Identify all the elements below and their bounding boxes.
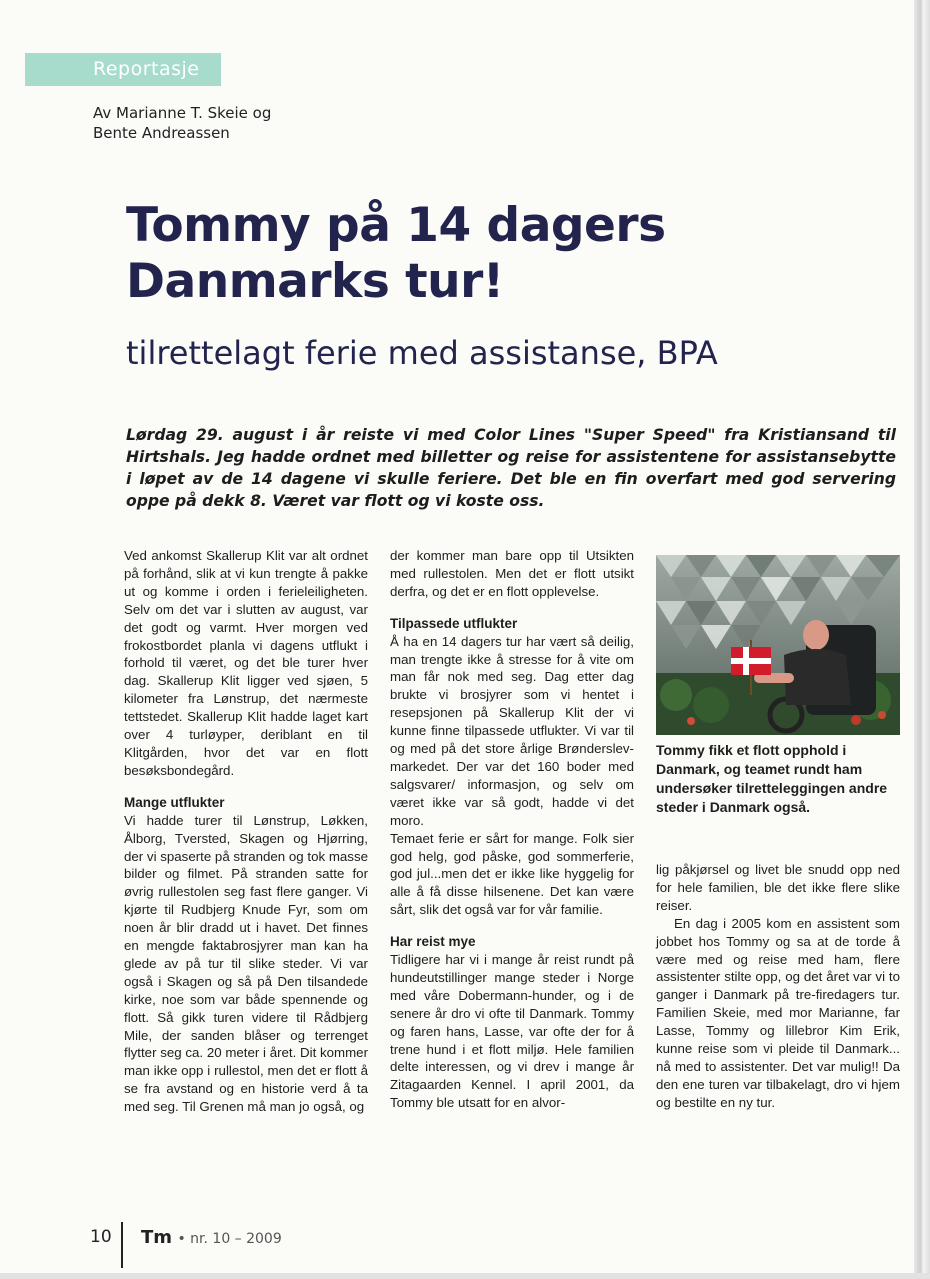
section-tag: Reportasje [25, 53, 221, 86]
byline-line-1: Av Marianne T. Skeie og [93, 104, 272, 122]
paragraph: der kommer man bare opp til Utsikten med rullestolen. Men det er flott utsikt derfra, og det er en flott opplevelse. [390, 548, 634, 599]
article-photo [656, 555, 900, 735]
section-heading: Har reist mye [390, 934, 476, 950]
footer-divider [121, 1222, 123, 1268]
magazine-logo: Tm [141, 1227, 173, 1248]
paragraph: Vi hadde turer til Lønstrup, Løkken, Ålborg, Tversted, Skagen og Hjørring, der vi spaserte på stranden og tok masse bilder og filmet. På stranden satte for øvrig rullestolen seg fast flere ganger. Vi kjørte til Rudbjerg Knude Fyr, som om noen år blir dradd ut i havet. Det finnes en mengde faktabrosjyrer man kan ha glede av på tur til slike steder. Vi var også i Skagen og så på Den tilsandede kirke, noe som var både spennende og flott. Så gikk turen videre til Rådbjerg Mile, der sanden blåser og terrenget flytter seg ca. 20 meter i året. Dit kommer man ikke opp i rullestol, men det er flott å se fra avstand og en historie verd å ta med seg. Til Grenen må man jo også, og [124, 812, 368, 1115]
issue-label: • nr. 10 – 2009 [177, 1231, 282, 1247]
article-column-3 [656, 861, 900, 1112]
paragraph: lig påkjørsel og livet ble snudd opp ned for hele familien, ble det ikke flere slike reiser. [656, 862, 900, 913]
paragraph: Tidligere har vi i mange år reist rundt på hundeutstillinger mange steder i Norge med våre Dobermann-hunder, og i de senere år dro vi ofte til Danmark. Tommy og faren hans, Lasse, var ofte der for å trene hund i et flott miljø. Hele familien delte interessen, og vi drev i mange år Zitagaarden Kennel. I april 2001, da Tommy ble utsatt for en alvor- [390, 952, 634, 1111]
byline [93, 103, 271, 143]
headline [126, 198, 826, 310]
paragraph: Ved ankomst Skallerup Klit var alt ordnet på forhånd, slik at vi kun trengte å pakke ut og komme i orden i ferieleiligheten. Selv om det var i slutten av august, var det godt og varmt. Hver morgen ved frokostbordet planla vi dagens utflukt i forhold til været, og det ble turer hver dag. Skallerup Klit ligger ved sjøen, 5 kilometer fra Lønstrup, det nærmeste tettstedet. Skallerup Klit hadde laget kart over 4 turløyper, deriblant en til Klitgården, hvor det var en flott besøksbondegård. [124, 548, 368, 778]
photo-caption: Tommy fikk et flott opphold i Danmark, og teamet rundt ham undersøker tilretteleggingen andre steder i Danmark også. [656, 742, 888, 815]
photo-illustration [656, 555, 900, 735]
article-column-2 [390, 547, 634, 1112]
headline-line-2: Danmarks tur! [126, 254, 504, 309]
page-edge [914, 0, 930, 1279]
article-column-1 [124, 547, 368, 1116]
section-heading: Tilpassede utflukter [390, 615, 518, 631]
byline-line-2: Bente Andreassen [93, 124, 230, 142]
lead-paragraph: Lørdag 29. august i år reiste vi med Color Lines "Super Speed" fra Kristiansand til Hirtshals. Jeg hadde ordnet med billetter og reise for assistentene for assistansebytte i løpet av de 14 dagene vi skulle feriere. Det ble en fin overfart med god servering oppe på dekk 8. Været var flott og vi koste oss. [126, 426, 896, 510]
paragraph: Å ha en 14 dagers tur har vært så deilig, man trengte ikke å stresse for å vite om man får nok med seg. Dag etter dag brukte vi brosjyrer som vi hentet i resepsjonen på Skallerup Klit der vi kunne finne tilpassede utflukter. Vi var til og med på det store årlige Brønderslev-markedet. Der var det 160 boder med salgsvarer/ informasjon, og selv om været ikke var så godt, hadde vi det moro. [390, 633, 634, 828]
headline-line-1: Tommy på 14 dagers [126, 198, 666, 253]
page-bottom-edge [0, 1273, 930, 1279]
paragraph: En dag i 2005 kom en assistent som jobbet hos Tommy og sa at de torde å være med og reise med ham, flere assistenter stilte opp, og det året var vi to ganger i Danmark på tre-firedagers tur. Familien Skeie, med mor Marianne, far Lasse, Tommy og lillebror Kim Erik, kunne reise som vi pleide til Danmark... nå med to assistenter. Det var mulig!! Da den ene turen var tilbakelagt, dro vi hjem og bestilte en ny tur. [656, 915, 900, 1110]
footer-magazine [141, 1227, 282, 1248]
paragraph: Temaet ferie er sårt for mange. Folk sier god helg, god påske, god sommerferie, god jul...men det er ikke like hyggelig for alle å få disse hilsenene. Det kan være sårt, slik det også var for vår familie. [390, 830, 634, 918]
section-heading: Mange utflukter [124, 794, 225, 810]
subheadline: tilrettelagt ferie med assistanse, BPA [126, 334, 718, 372]
page-number: 10 [90, 1227, 112, 1247]
